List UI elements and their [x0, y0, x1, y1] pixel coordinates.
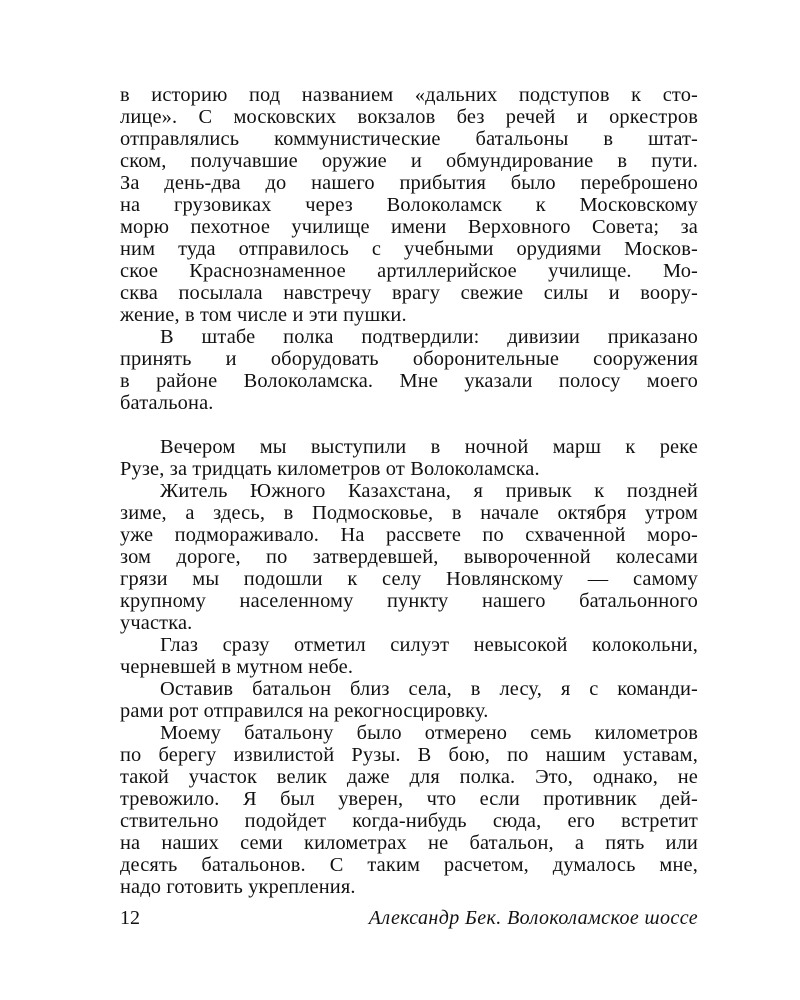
paragraph-3 — [120, 436, 698, 480]
paragraph-6 — [120, 678, 698, 722]
text-line: ствительно подойдет когда-нибудь сюда, его встретит — [120, 810, 698, 832]
text-line: Рузе, за тридцать километров от Волоколамска. — [120, 458, 540, 480]
text-line: В штабе полка подтвердили: дивизии приказано — [160, 326, 698, 348]
text-line: батальона. — [120, 392, 214, 414]
paragraph-5 — [120, 634, 698, 678]
text-line: грязи мы подошли к селу Новлянскому — самому — [120, 568, 698, 590]
text-line: надо готовить укрепления. — [120, 876, 356, 898]
text-line: Глаз сразу отметил силуэт невысокой колокольни, — [160, 634, 698, 656]
text-line: ском, получавшие оружие и обмундирование в пути. — [120, 150, 698, 172]
text-line: Вечером мы выступили в ночной марш к реке — [160, 436, 698, 458]
page-number: 12 — [120, 907, 140, 929]
text-line: тревожило. Я был уверен, что если противник дей- — [120, 788, 698, 810]
paragraph-7 — [120, 722, 698, 898]
text-line: крупному населенному пункту нашего батальонного — [120, 590, 698, 612]
page-footer — [120, 906, 698, 930]
text-line: За день-два до нашего прибытия было переброшено — [120, 172, 698, 194]
paragraph-2 — [120, 326, 698, 414]
text-line: десять батальонов. С таким расчетом, думалось мне, — [120, 854, 698, 876]
text-line: Житель Южного Казахстана, я привык к поздней — [160, 480, 698, 502]
text-line: ское Краснознаменное артиллерийское училище. Мо- — [120, 260, 698, 282]
text-line: отправлялись коммунистические батальоны в штат- — [120, 128, 698, 150]
text-line: участка. — [120, 612, 193, 634]
text-line: зом дороге, по затвердевшей, вывороченной колесами — [120, 546, 698, 568]
paragraph-4 — [120, 480, 698, 634]
text-line: зиме, а здесь, в Подмосковье, в начале октября утром — [120, 502, 698, 524]
text-line: уже подмораживало. На рассвете по схваченной моро- — [120, 524, 698, 546]
text-line: принять и оборудовать оборонительные сооружения — [120, 348, 698, 370]
text-line: в районе Волоколамска. Мне указали полосу моего — [120, 370, 698, 392]
paragraph-1 — [120, 84, 698, 326]
text-line: ним туда отправилось с учебными орудиями Москов- — [120, 238, 698, 260]
text-line: в историю под названием «дальних подступов к сто- — [120, 84, 698, 106]
text-line: жение, в том числе и эти пушки. — [120, 304, 407, 326]
text-line: на грузовиках через Волоколамск к Московскому — [120, 194, 698, 216]
text-line: по берегу извилистой Рузы. В бою, по нашим уставам, — [120, 744, 698, 766]
text-line: Оставив батальон близ села, в лесу, я с команди- — [160, 678, 698, 700]
text-line: Моему батальону было отмерено семь километров — [160, 722, 698, 744]
text-line: рами рот отправился на рекогносцировку. — [120, 700, 489, 722]
text-line: такой участок велик даже для полка. Это, однако, не — [120, 766, 698, 788]
text-line: лице». С московских вокзалов без речей и оркестров — [120, 106, 698, 128]
text-line: сква посылала навстречу врагу свежие силы и воору- — [120, 282, 698, 304]
running-title: Александр Бек. Волоколамское шоссе — [368, 907, 698, 929]
text-line: морю пехотное училище имени Верховного Совета; за — [120, 216, 698, 238]
text-line: черневшей в мутном небе. — [120, 656, 354, 678]
page-body — [120, 84, 698, 898]
text-line: на наших семи километрах не батальон, а пять или — [120, 832, 698, 854]
